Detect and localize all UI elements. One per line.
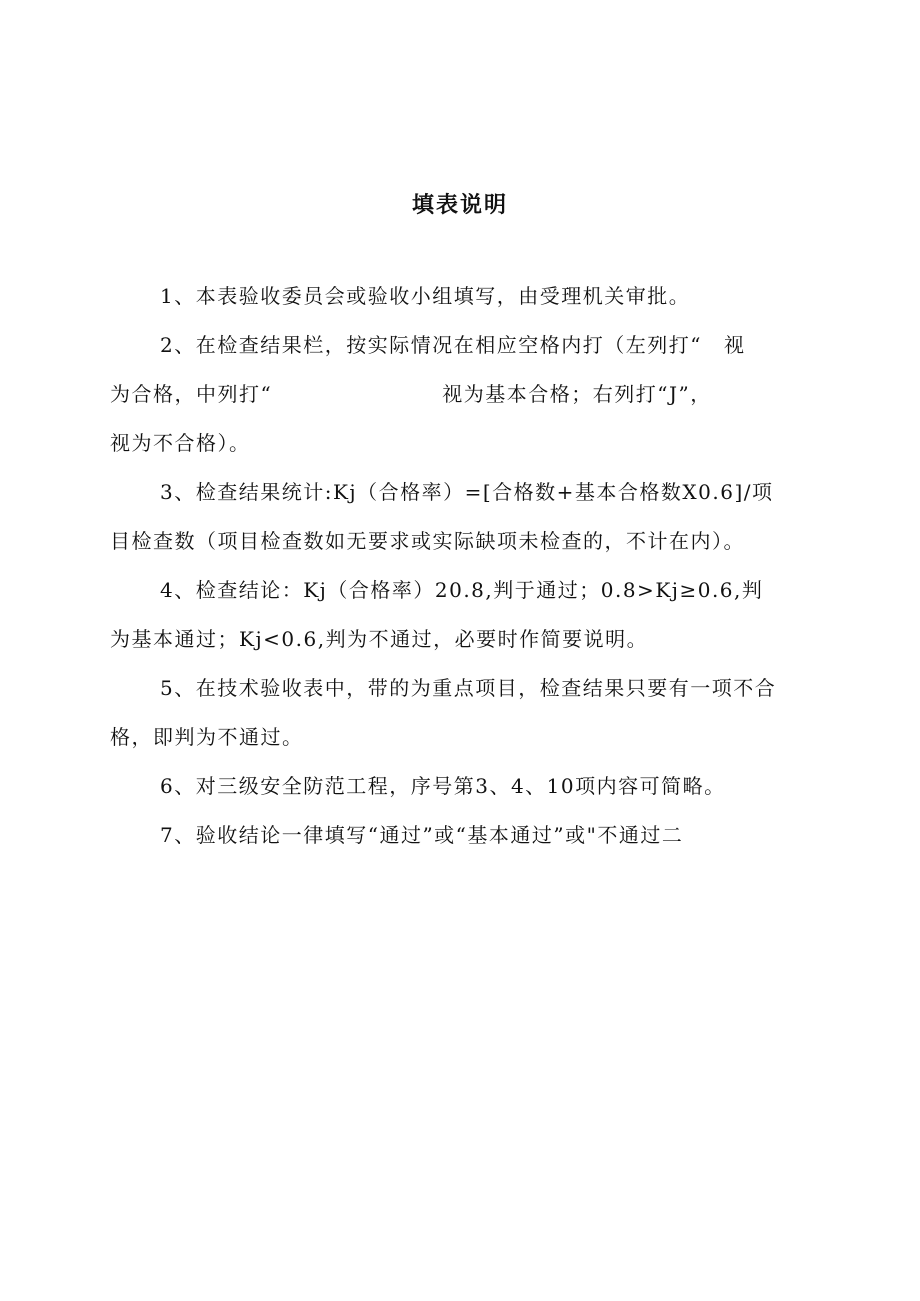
instruction-2-part-b: 视 <box>723 333 746 357</box>
instruction-2-line-2 <box>110 377 712 411</box>
instruction-2-part-a: 2、在检查结果栏，按实际情况在相应空格内打（左列打“ <box>160 333 702 357</box>
instruction-4-line-2: 为基本通过；Kj<0.6,判为不通过，必要时作简要说明。 <box>110 627 649 651</box>
instruction-3-line-1: 3、检查结果统计:Kj（合格率）=[合格数+基本合格数X0.6]/项 <box>160 480 774 504</box>
instruction-2-line-1 <box>160 328 745 362</box>
instruction-2-line-3: 视为不合格）。 <box>110 431 251 455</box>
instruction-7: 7、验收结论一律填写“通过”或“基本通过”或"不通过二 <box>160 823 684 847</box>
instruction-1: 1、本表验收委员会或验收小组填写，由受理机关审批。 <box>160 284 691 308</box>
instruction-2-part-c: 为合格，中列打“ <box>110 382 273 406</box>
instruction-4-line-1: 4、检查结论：Kj（合格率）20.8,判于通过；0.8>Kj≥0.6,判 <box>160 578 764 602</box>
instruction-6: 6、对三级安全防范工程，序号第3、4、10项内容可简略。 <box>160 774 726 798</box>
instruction-2-part-d: 视为基本合格；右列打“J”， <box>442 382 712 406</box>
instruction-5-line-1: 5、在技术验收表中，带的为重点项目，检查结果只要有一项不合 <box>160 676 777 700</box>
instruction-3-line-2: 目检查数（项目检查数如无要求或实际缺项未检查的，不计在内）。 <box>110 529 745 553</box>
document-title: 填表说明 <box>411 193 508 218</box>
instruction-5-line-2: 格，即判为不通过。 <box>110 725 304 749</box>
